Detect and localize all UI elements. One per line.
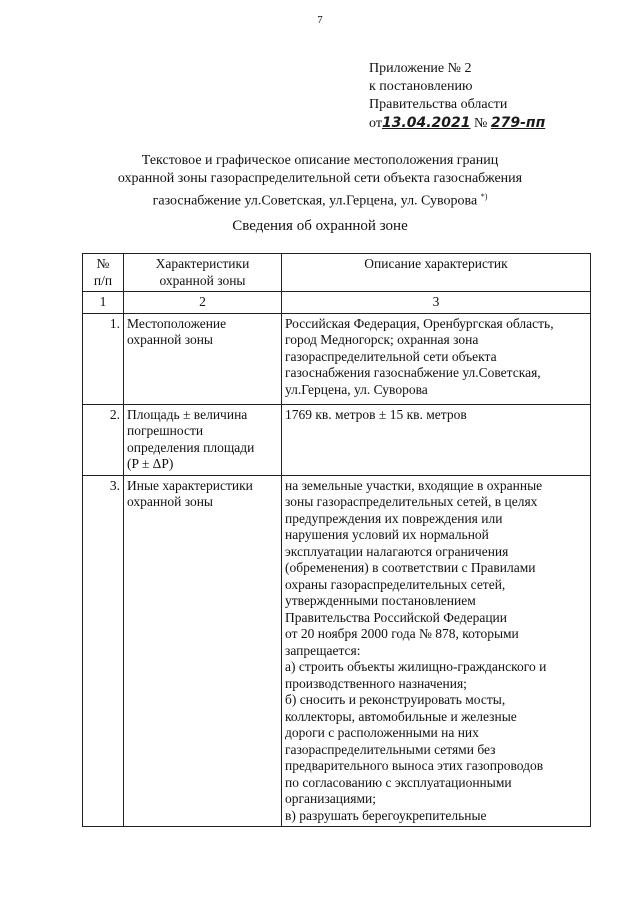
cell-line: предупреждения их повреждения или	[285, 510, 503, 526]
row-description	[282, 475, 591, 827]
cell-line: б) сносить и реконструировать мосты,	[285, 692, 506, 707]
cell-line: (P ± ΔP)	[127, 456, 174, 471]
title-line-3	[60, 188, 580, 211]
cell-line: 1769 кв. метров ± 15 кв. метров	[285, 406, 467, 422]
table-row	[83, 313, 591, 404]
row-characteristic	[124, 475, 282, 827]
cell-line: Российская Федерация, Оренбургская область,	[285, 315, 554, 331]
page-number: 7	[317, 14, 323, 26]
cell-line: охраны газораспределительных сетей,	[285, 576, 506, 592]
cell-line: нарушения условий их нормальной	[285, 527, 489, 542]
cell-line: на земельные участки, входящие в охранные	[285, 477, 543, 493]
footnote-mark: *)	[480, 192, 488, 201]
index-cell-2: 2	[124, 292, 282, 314]
row-characteristic	[124, 404, 282, 475]
cell-line: Площадь ± величина	[127, 406, 248, 422]
header-description: Описание характеристик	[282, 254, 591, 292]
row-characteristic	[124, 313, 282, 404]
cell-line: Иные характеристики	[127, 477, 253, 493]
cell-line: город Медногорск; охранная зона	[285, 332, 479, 347]
row-number: 2.	[83, 404, 124, 475]
appendix-line-2: к постановлению	[369, 79, 473, 94]
cell-line: (обременения) в соответствии с Правилами	[285, 560, 536, 575]
index-cell-1: 1	[83, 292, 124, 314]
appendix-block	[369, 60, 545, 133]
row-description	[282, 404, 591, 475]
header-characteristics	[124, 254, 282, 292]
zone-info-table	[82, 253, 591, 827]
header-num	[83, 254, 124, 292]
header-char-line-2: охранной зоны	[159, 272, 246, 288]
cell-line: ул.Герцена, ул. Суворова	[285, 381, 428, 397]
table-row	[83, 404, 591, 475]
section-subtitle: Сведения об охранной зоне	[232, 218, 408, 234]
document-title	[60, 152, 580, 211]
row-number: 3.	[83, 475, 124, 827]
cell-line: дороги с расположенными на них	[285, 725, 479, 740]
cell-line: охранной зоны	[127, 332, 214, 347]
title-line-3-text: газоснабжение ул.Советская, ул.Герцена, ул. Суворова	[152, 193, 478, 209]
cell-line: коллекторы, автомобильные и железные	[285, 708, 517, 724]
cell-line: газораспределительными сетями без	[285, 741, 496, 757]
table-header-row	[83, 254, 591, 292]
cell-line: производственного назначения;	[285, 675, 467, 691]
handwritten-date: 13.04.2021	[381, 115, 471, 131]
number-label: №	[474, 116, 488, 131]
cell-line: утвержденными постановлением	[285, 593, 476, 608]
cell-line: охранной зоны	[127, 494, 214, 509]
row-description	[282, 313, 591, 404]
cell-line: от 20 ноября 2000 года № 878, которыми	[285, 626, 519, 641]
cell-line: а) строить объекты жилищно-гражданского и	[285, 659, 547, 674]
cell-line: по согласованию с эксплуатационными	[285, 774, 512, 790]
from-label: от	[369, 116, 382, 131]
header-num-line-1: №	[96, 256, 110, 271]
cell-line: определения площади	[127, 439, 255, 455]
appendix-line-3: Правительства области	[369, 97, 508, 112]
cell-line: газоснабжения газоснабжение ул.Советская,	[285, 365, 541, 380]
handwritten-number: 279-пп	[490, 115, 546, 131]
row-number: 1.	[83, 313, 124, 404]
cell-line: в) разрушать берегоукрепительные	[285, 807, 487, 823]
title-line-2: охранной зоны газораспределительной сети объекта газоснабжения	[117, 171, 523, 186]
header-num-line-2: п/п	[93, 272, 113, 288]
cell-line: эксплуатации налагаются ограничения	[285, 543, 509, 559]
cell-line: зоны газораспределительных сетей, в целях	[285, 494, 538, 509]
cell-line: погрешности	[127, 423, 204, 438]
cell-line: предварительного выноса этих газопроводов	[285, 758, 544, 773]
appendix-line-1: Приложение № 2	[369, 61, 472, 76]
cell-line: организациями;	[285, 791, 376, 806]
cell-line: Местоположение	[127, 315, 227, 331]
index-cell-3: 3	[282, 292, 591, 314]
appendix-date-line	[369, 114, 545, 133]
table-index-row	[83, 292, 591, 314]
cell-line: Правительства Российской Федерации	[285, 609, 507, 625]
table-row	[83, 475, 591, 827]
cell-line: запрещается:	[285, 642, 361, 658]
header-char-line-1: Характеристики	[155, 256, 250, 271]
cell-line: газораспределительной сети объекта	[285, 348, 497, 364]
title-line-1: Текстовое и графическое описание местоположения границ	[141, 153, 499, 168]
